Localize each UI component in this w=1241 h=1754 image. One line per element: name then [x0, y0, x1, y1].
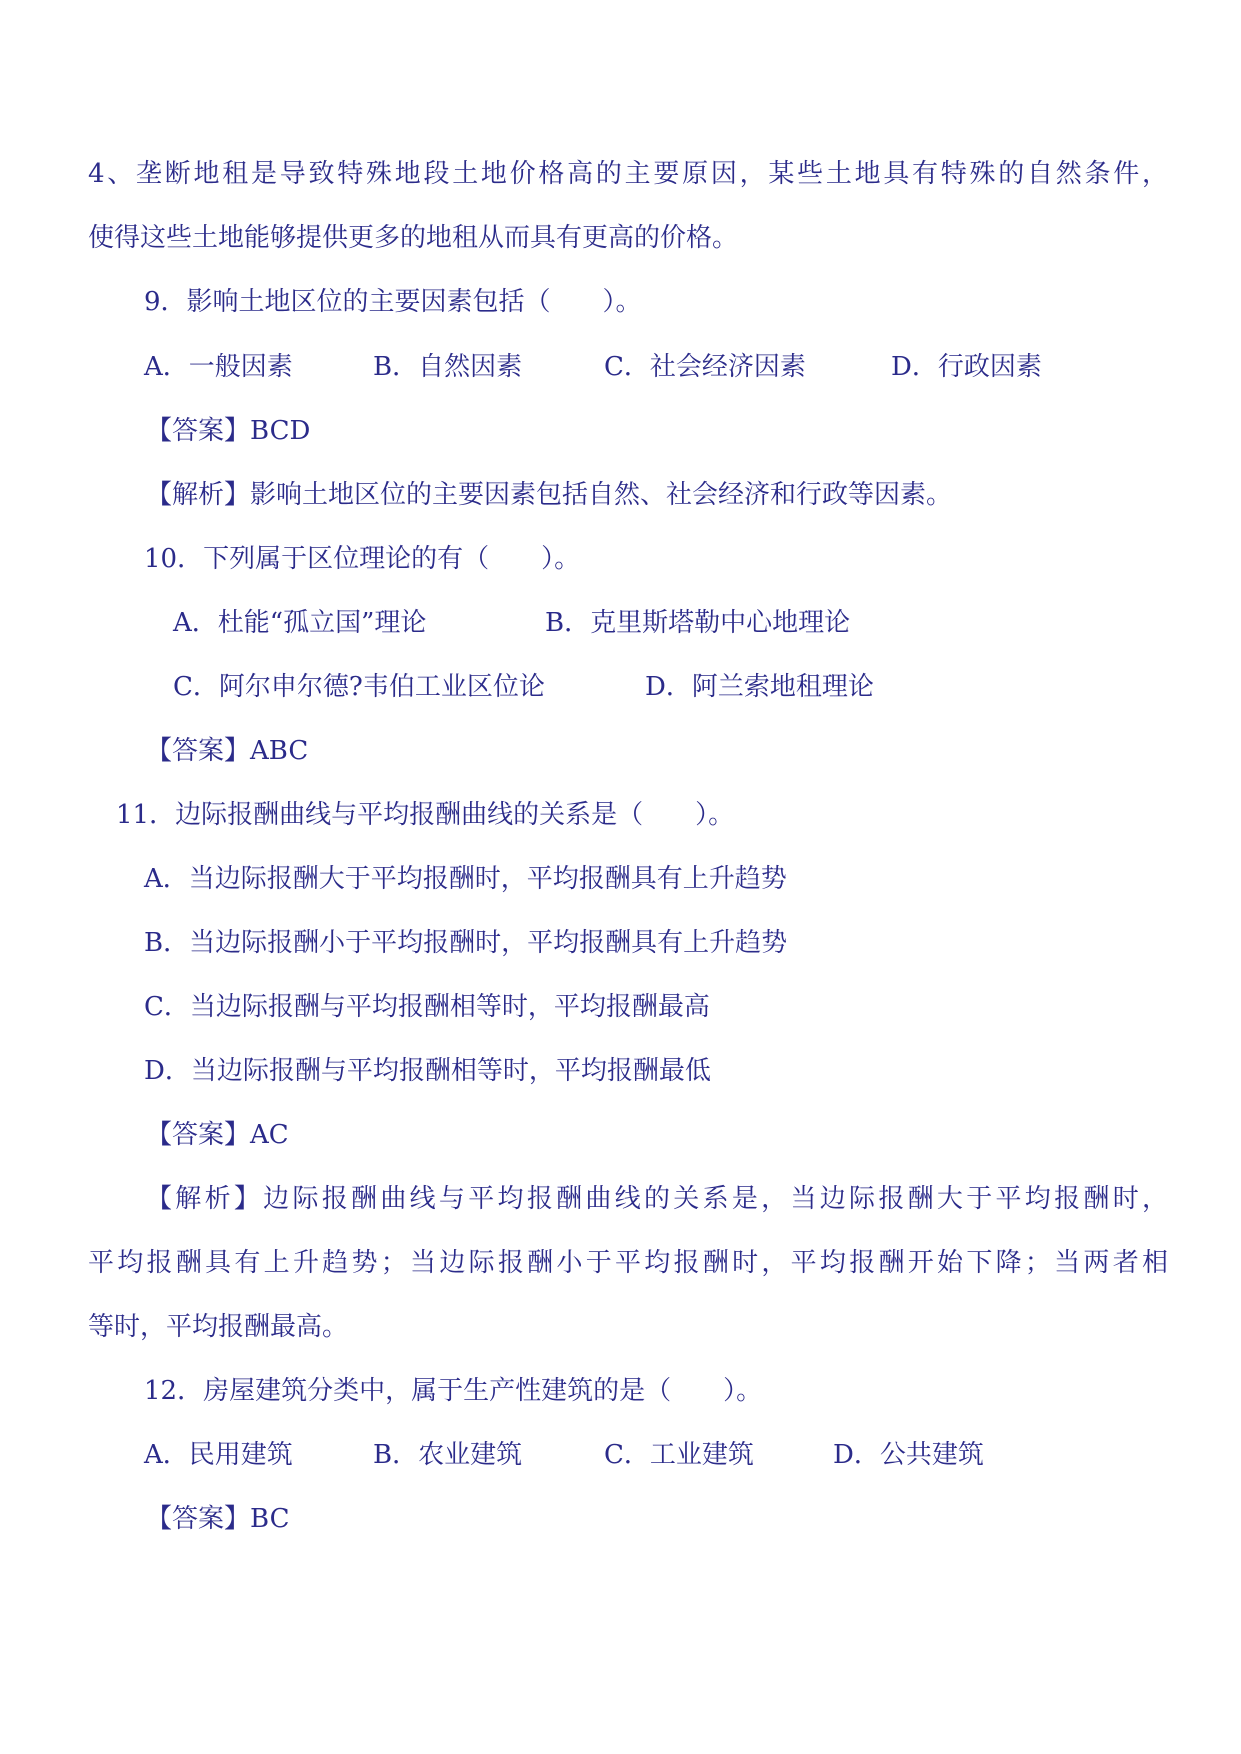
question-9-option-a: A．一般因素 — [144, 352, 293, 382]
question-11-answer: 【答案】AC — [146, 1120, 289, 1150]
paragraph-4-line-1: 4、垄断地租是导致特殊地段土地价格高的主要原因，某些土地具有特殊的自然条件， — [88, 159, 1168, 189]
question-11-analysis-line-3: 等时，平均报酬最高。 — [88, 1312, 349, 1342]
question-9: 9．影响土地区位的主要因素包括（ ）。 — [144, 287, 642, 317]
question-9-answer: 【答案】BCD — [146, 416, 311, 446]
question-10-answer: 【答案】ABC — [146, 736, 309, 766]
question-9-option-c: C．社会经济因素 — [604, 352, 806, 382]
question-11-option-c: C．当边际报酬与平均报酬相等时，平均报酬最高 — [144, 992, 710, 1022]
question-12-option-c: C．工业建筑 — [604, 1440, 754, 1470]
question-11-analysis-line-2: 平均报酬具有上升趋势；当边际报酬小于平均报酬时，平均报酬开始下降；当两者相 — [88, 1248, 1168, 1278]
question-12-option-d: D．公共建筑 — [833, 1440, 984, 1470]
question-12-option-b: B．农业建筑 — [373, 1440, 523, 1470]
question-11-analysis-line-1: 【解析】边际报酬曲线与平均报酬曲线的关系是，当边际报酬大于平均报酬时， — [146, 1184, 1168, 1214]
question-11-option-d: D．当边际报酬与平均报酬相等时，平均报酬最低 — [144, 1056, 711, 1086]
question-10-option-d: D．阿兰索地租理论 — [645, 672, 874, 702]
paragraph-4-line-2: 使得这些土地能够提供更多的地租从而具有更高的价格。 — [88, 223, 739, 253]
question-12-option-a: A．民用建筑 — [144, 1440, 293, 1470]
question-9-option-b: B．自然因素 — [373, 352, 523, 382]
question-11: 11．边际报酬曲线与平均报酬曲线的关系是（ ）。 — [116, 800, 735, 830]
question-9-option-d: D．行政因素 — [891, 352, 1042, 382]
question-11-option-b: B．当边际报酬小于平均报酬时，平均报酬具有上升趋势 — [144, 928, 788, 958]
question-10-option-b: B．克里斯塔勒中心地理论 — [545, 608, 851, 638]
question-12: 12．房屋建筑分类中，属于生产性建筑的是（ ）。 — [144, 1376, 763, 1406]
question-12-answer: 【答案】BC — [146, 1504, 290, 1534]
question-10: 10．下列属于区位理论的有（ ）。 — [144, 544, 581, 574]
question-10-option-c: C．阿尔申尔德?韦伯工业区位论 — [173, 672, 545, 702]
question-9-analysis: 【解析】影响土地区位的主要因素包括自然、社会经济和行政等因素。 — [146, 480, 953, 510]
question-11-option-a: A．当边际报酬大于平均报酬时，平均报酬具有上升趋势 — [144, 864, 787, 894]
question-10-option-a: A．杜能“孤立国”理论 — [173, 608, 427, 638]
